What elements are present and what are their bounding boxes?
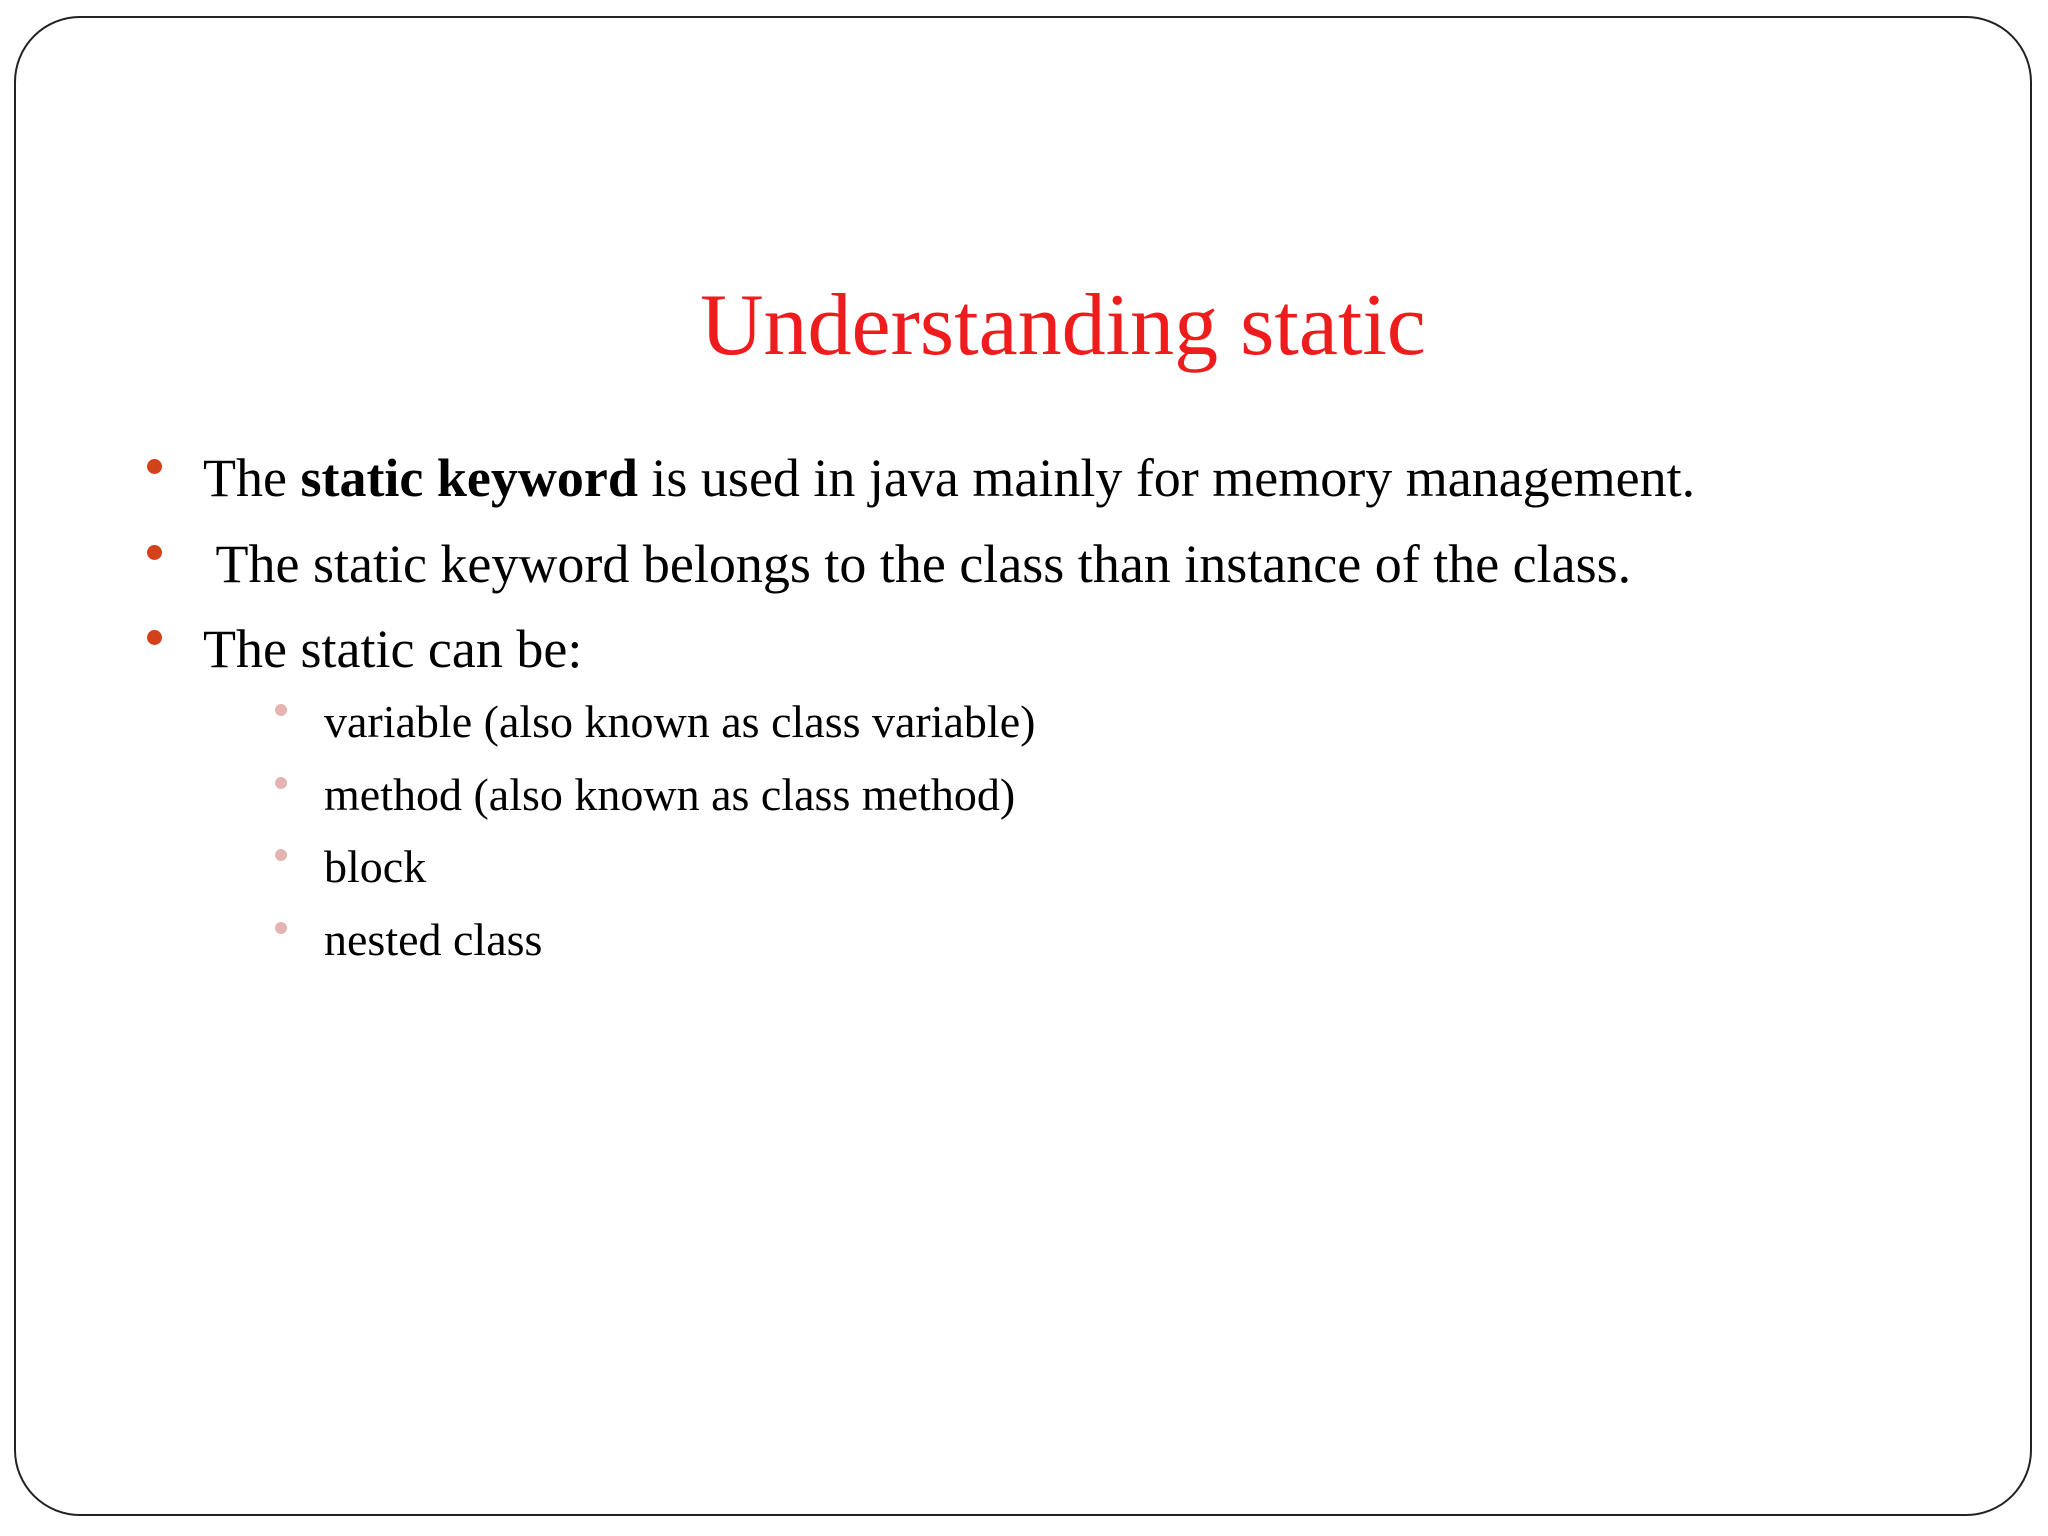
bullet-item-belongs-to-class xyxy=(203,534,1632,594)
sub-bullet-item-nested-class xyxy=(324,914,543,965)
slide-title: Understanding static xyxy=(700,277,1426,374)
sub-bullet-dot-icon xyxy=(275,777,287,789)
sub-bullet-dot-icon xyxy=(275,704,287,716)
sub-bullet-item-variable xyxy=(324,696,1036,747)
sub-bullet-text: variable (also known as class variable) xyxy=(324,696,1036,747)
bullet-text: The static can be: xyxy=(203,619,583,679)
bullet-item-static-can-be xyxy=(203,619,583,679)
sub-bullet-text: nested class xyxy=(324,914,543,965)
bullet-text-bold: static keyword xyxy=(300,448,638,508)
sub-bullet-item-block xyxy=(324,841,427,892)
sub-bullet-text: block xyxy=(324,841,427,892)
slide-frame xyxy=(14,16,2032,1516)
sub-bullet-item-method xyxy=(324,769,1016,820)
bullet-text-suffix: is used in java mainly for memory management. xyxy=(637,448,1696,508)
bullet-text-prefix: The xyxy=(203,448,301,508)
bullet-dot-icon xyxy=(147,545,162,560)
bullet-text: The static keyword belongs to the class than instance of the class. xyxy=(203,534,1632,594)
sub-bullet-dot-icon xyxy=(275,849,287,861)
bullet-dot-icon xyxy=(147,630,162,645)
bullet-dot-icon xyxy=(147,459,162,474)
sub-bullet-text: method (also known as class method) xyxy=(324,769,1016,820)
bullet-item-static-keyword xyxy=(203,448,1696,508)
sub-bullet-dot-icon xyxy=(275,922,287,934)
